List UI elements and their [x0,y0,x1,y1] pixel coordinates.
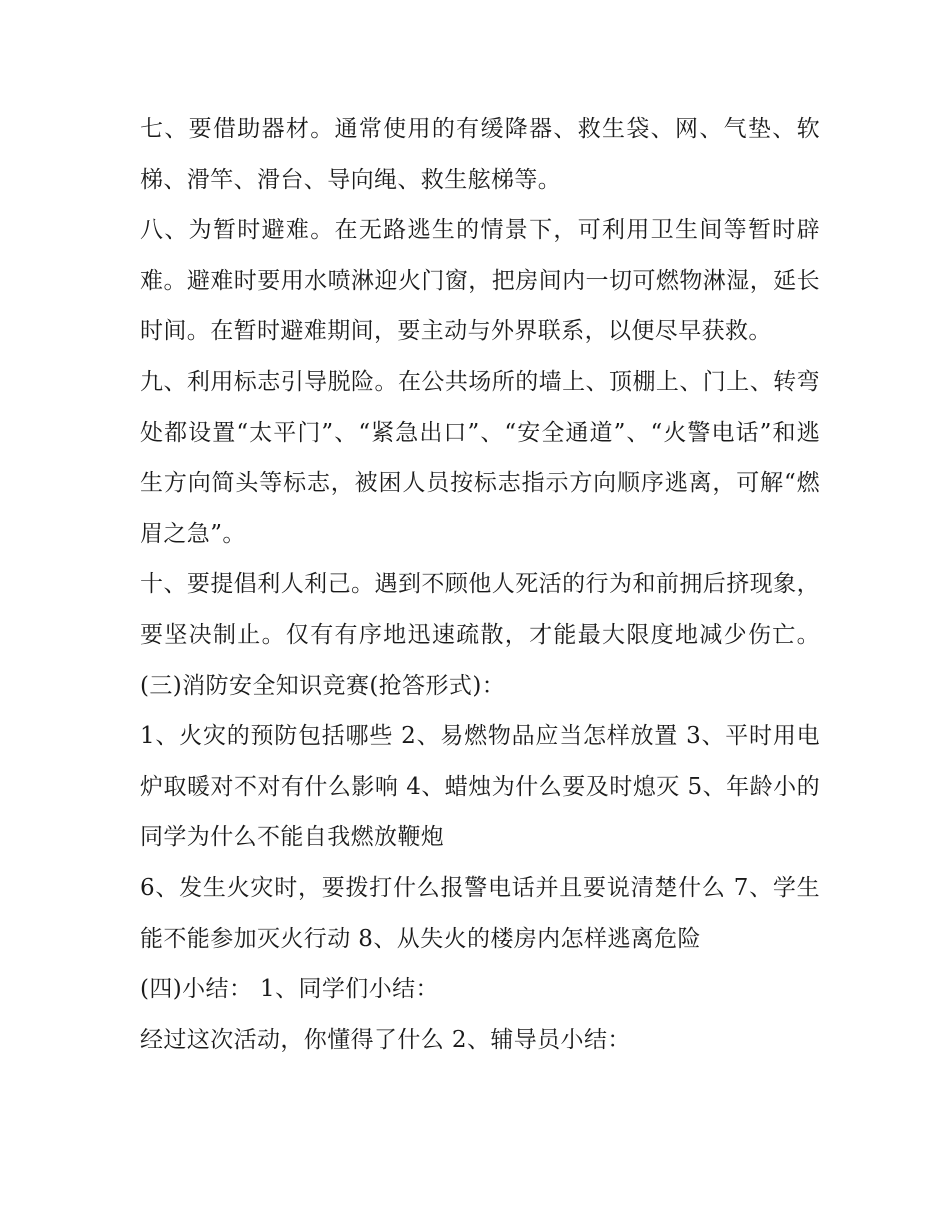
paragraph-seven-use-equipment: 七、要借助器材。通常使用的有缓降器、救生袋、网、气垫、软梯、滑竿、滑台、导向绳、救生舷梯等。 [140,116,820,193]
paragraph-nine-follow-signs: 九、利用标志引导脱险。在公共场所的墙上、顶棚上、门上、转弯处都设置“太平门”、“紧急出口”、“安全通道”、“火警电话”和逃生方向简头等标志，被困人员按标志指示方向顺序逃离，可解“燃眉之急”。 [140,368,820,547]
paragraph-summary-heading: (四)小结： 1、同学们小结： [140,976,439,1003]
paragraph-eight-temporary-refuge: 八、为暂时避难。在无路逃生的情景下，可利用卫生间等暂时辟难。避难时要用水喷淋迎火门窗，把房间内一切可燃物淋湿，延长时间。在暂时避难期间，要主动与外界联系，以便尽早获救。 [140,217,820,345]
paragraph-summary-content: 经过这次活动，你懂得了什么 2、辅导员小结： [140,1026,631,1053]
document-body [140,104,820,1065]
paragraph-quiz-questions-1-5: 1、火灾的预防包括哪些 2、易燃物品应当怎样放置 3、平时用电炉取暖对不对有什么影响 4、蜡烛为什么要及时熄灭 5、年龄小的同学为什么不能自我燃放鞭炮 [140,723,820,851]
paragraph-ten-help-others: 十、要提倡利人利己。遇到不顾他人死活的行为和前拥后挤现象，要坚决制止。仅有有序地迅速疏散，才能最大限度地减少伤亡。 (三)消防安全知识竞赛(抢答形式)： [140,571,820,699]
paragraph-quiz-questions-6-8: 6、发生火灾时，要拨打什么报警电话并且要说清楚什么 7、学生能不能参加灭火行动 8、从失火的楼房内怎样逃离危险 [140,874,820,952]
